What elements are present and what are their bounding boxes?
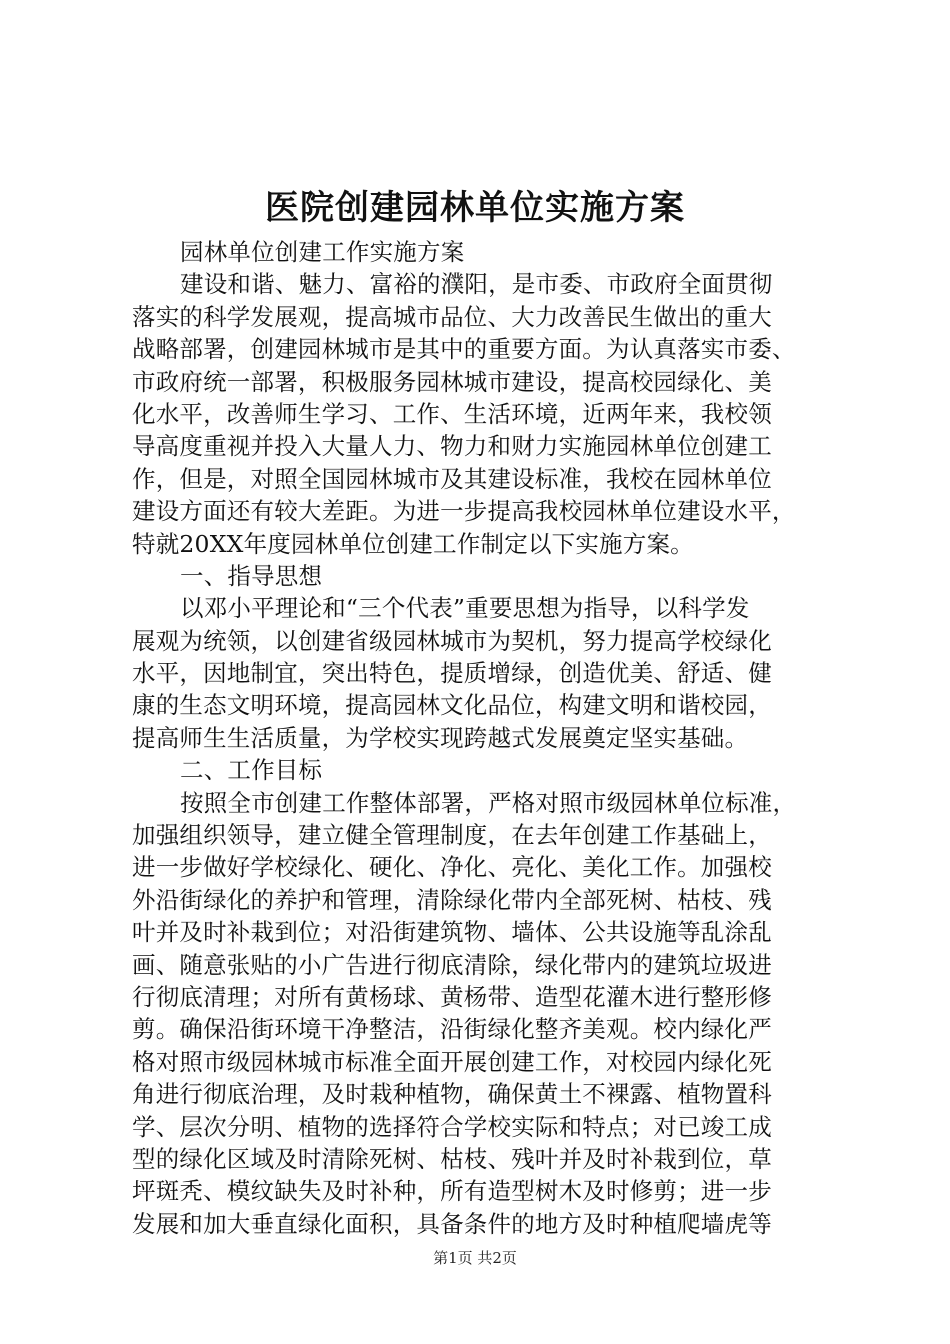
body-line: 学、层次分明、植物的选择符合学校实际和特点；对已竣工成	[132, 1112, 772, 1141]
body-line: 建设方面还有较大差距。为进一步提高我校园林单位建设水平，	[132, 497, 796, 526]
body-line: 角进行彻底治理，及时栽种植物，确保黄土不裸露、植物置科	[132, 1080, 772, 1109]
body-line: 市政府统一部署，积极服务园林城市建设，提高校园绿化、美	[132, 367, 772, 396]
body-line: 坪斑秃、模纹缺失及时补种，所有造型树木及时修剪；进一步	[132, 1177, 772, 1206]
body-line: 画、随意张贴的小广告进行彻底清除，绿化带内的建筑垃圾进	[132, 950, 772, 979]
body-line: 一、指导思想	[180, 561, 323, 590]
page-footer: 第1页 共2页	[433, 1249, 517, 1267]
body-line: 二、工作目标	[180, 756, 323, 785]
body-line: 作，但是，对照全国园林城市及其建设标准，我校在园林单位	[132, 464, 772, 493]
body-line: 战略部署，创建园林城市是其中的重要方面。为认真落实市委、	[132, 335, 796, 364]
body-line: 园林单位创建工作实施方案	[180, 238, 465, 266]
body-line: 格对照市级园林城市标准全面开展创建工作，对校园内绿化死	[132, 1047, 772, 1076]
body-line: 导高度重视并投入大量人力、物力和财力实施园林单位创建工	[132, 432, 772, 461]
body-line: 型的绿化区域及时清除死树、枯枝、残叶并及时补栽到位，草	[132, 1144, 772, 1173]
body-line: 外沿街绿化的养护和管理，清除绿化带内全部死树、枯枝、残	[132, 885, 772, 914]
body-line: 按照全市创建工作整体部署，严格对照市级园林单位标准，	[180, 788, 797, 817]
body-line: 以邓小平理论和“三个代表”重要思想为指导，以科学发	[180, 594, 750, 623]
body-line: 水平，因地制宜，突出特色，提质增绿，创造优美、舒适、健	[132, 659, 772, 688]
body-line: 康的生态文明环境，提高园林文化品位，构建文明和谐校园，	[132, 691, 772, 720]
body-line: 叶并及时补栽到位；对沿街建筑物、墙体、公共设施等乱涂乱	[132, 918, 772, 947]
body-line: 化水平，改善师生学习、工作、生活环境，近两年来，我校领	[132, 399, 772, 428]
body-line: 特就20XX年度园林单位创建工作制定以下实施方案。	[132, 529, 694, 558]
body-line: 行彻底清理；对所有黄杨球、黄杨带、造型花灌木进行整形修	[132, 982, 772, 1011]
page-title: 医院创建园林单位实施方案	[265, 188, 685, 228]
body-line: 落实的科学发展观，提高城市品位、大力改善民生做出的重大	[132, 302, 772, 331]
body-line: 加强组织领导，建立健全管理制度，在去年创建工作基础上，	[132, 821, 772, 850]
body-line: 建设和谐、魅力、富裕的濮阳，是市委、市政府全面贯彻	[180, 270, 773, 299]
body-line: 剪。确保沿街环境干净整洁，沿街绿化整齐美观。校内绿化严	[132, 1015, 772, 1044]
body-line: 提高师生生活质量，为学校实现跨越式发展奠定坚实基础。	[132, 723, 749, 752]
body-line: 进一步做好学校绿化、硬化、净化、亮化、美化工作。加强校	[132, 853, 772, 882]
document-body	[132, 236, 828, 1240]
body-line: 展观为统领，以创建省级园林城市为契机，努力提高学校绿化	[132, 626, 772, 655]
body-line: 发展和加大垂直绿化面积，具备条件的地方及时种植爬墙虎等	[132, 1209, 772, 1238]
